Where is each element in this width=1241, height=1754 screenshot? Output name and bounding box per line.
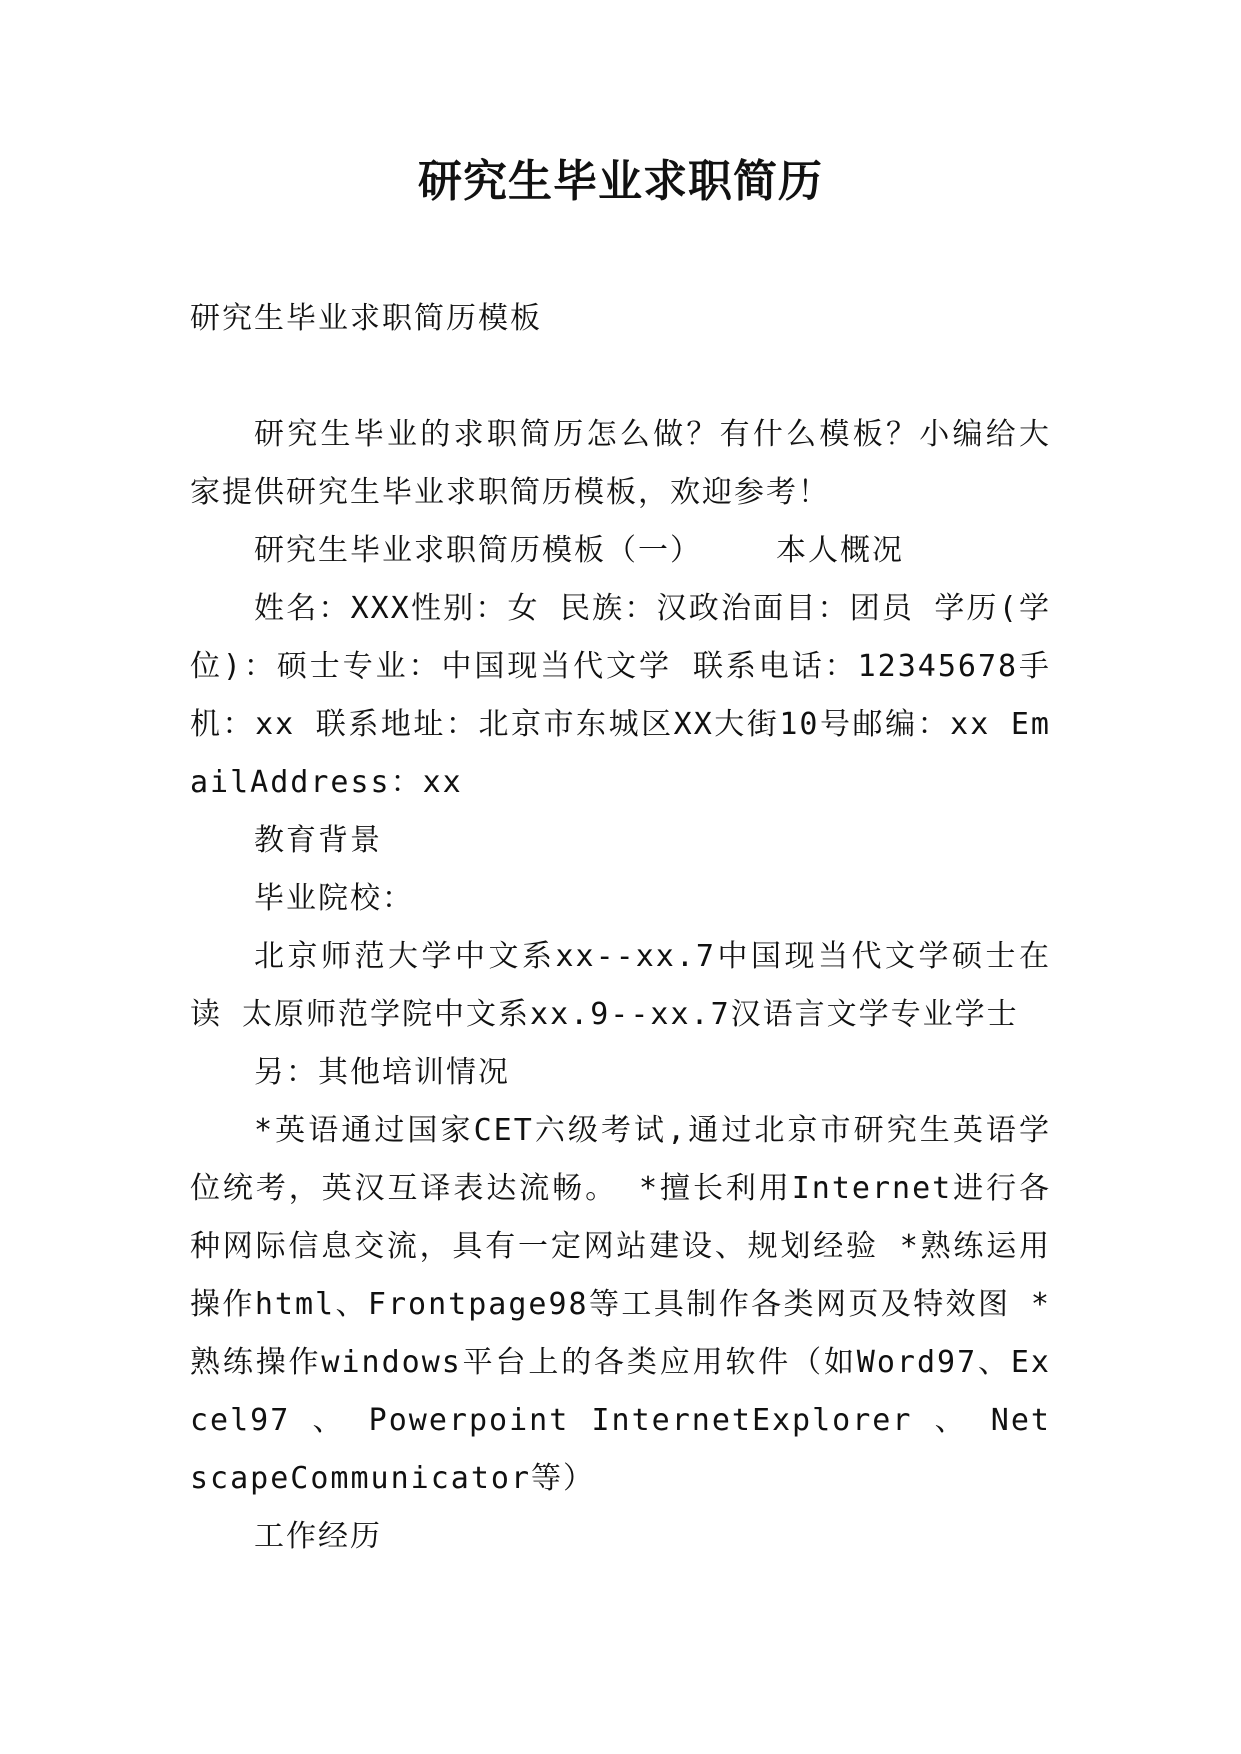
work-heading: 工作经历 — [254, 1519, 382, 1554]
profile-details: 姓名：XXX性别：女 民族：汉政治面目：团员 学历(学位)：硕士专业：中国现当代文学 联系电话：12345678手机：xx 联系地址：北京市东城区XX大街10号邮编：xx EmailAddress：xx — [190, 591, 1051, 800]
document-body — [190, 290, 1051, 1566]
intro-paragraph: 研究生毕业的求职简历怎么做？有什么模板？小编给大家提供研究生毕业求职简历模板，欢迎参考！ — [190, 417, 1051, 510]
education-heading: 教育背景 — [254, 823, 382, 858]
template-heading: 研究生毕业求职简历模板（一） — [254, 533, 702, 568]
training-heading: 另：其他培训情况 — [254, 1055, 510, 1090]
document-title: 研究生毕业求职简历 — [418, 156, 823, 207]
document-subtitle: 研究生毕业求职简历模板 — [190, 301, 542, 336]
skills-paragraph: *英语通过国家CET六级考试,通过北京市研究生英语学位统考，英汉互译表达流畅。 *擅长利用Internet进行各种网际信息交流，具有一定网站建设、规划经验 *熟练运用操作html、Frontpage98等工具制作各类网页及特效图 *熟练操作windows平台上的各类应用软件（如Word97、Excel97 、 Powerpoint InternetExplorer 、 NetscapeCommunicator等） — [190, 1113, 1051, 1496]
profile-heading: 本人概况 — [776, 533, 904, 568]
school-details: 北京师范大学中文系xx--xx.7中国现当代文学硕士在读 太原师范学院中文系xx.9--xx.7汉语言文学专业学士 — [190, 939, 1051, 1032]
template-heading-line — [190, 522, 1051, 580]
school-label: 毕业院校： — [254, 881, 414, 916]
